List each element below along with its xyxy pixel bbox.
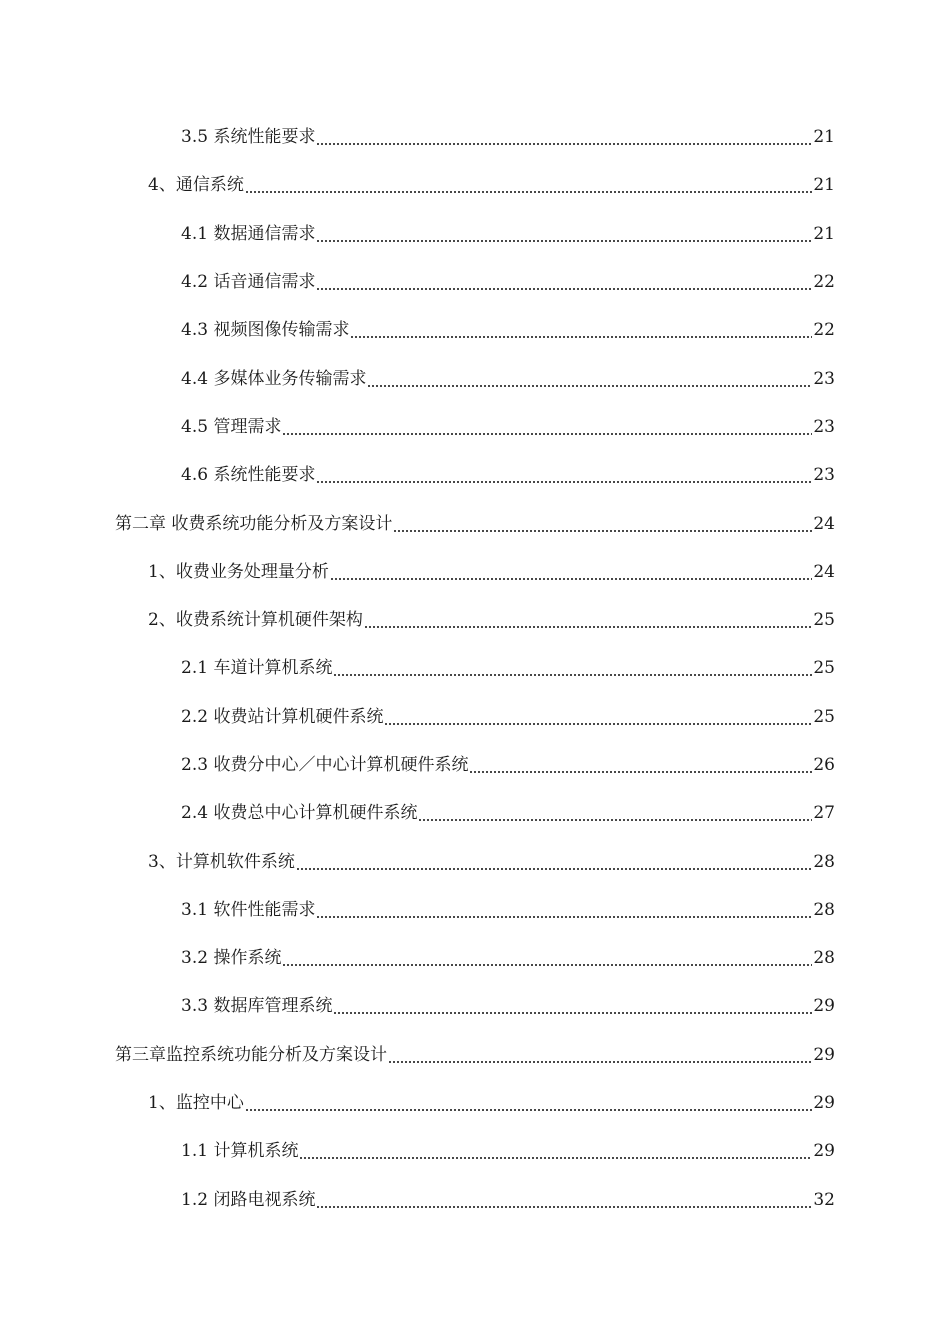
- toc-entry[interactable]: [0, 693, 950, 741]
- toc-entry[interactable]: [0, 548, 950, 596]
- toc-entry-label: 3.5 系统性能要求: [181, 127, 316, 148]
- toc-dot-leader: [282, 415, 812, 439]
- toc-dot-leader: [316, 898, 812, 922]
- toc-dot-leader: [245, 173, 812, 197]
- toc-dot-leader: [367, 367, 812, 391]
- toc-entry-label: 4、通信系统: [148, 175, 244, 196]
- toc-entry[interactable]: [0, 306, 950, 354]
- toc-entry[interactable]: [0, 1031, 950, 1079]
- toc-dot-leader: [330, 560, 812, 584]
- toc-dot-leader: [296, 850, 812, 874]
- toc-entry[interactable]: [0, 741, 950, 789]
- toc-dot-leader: [333, 656, 812, 680]
- toc-dot-leader: [333, 994, 812, 1018]
- toc-entry-page: 23: [813, 368, 835, 389]
- toc-entry-label: 第三章监控系统功能分析及方案设计: [115, 1044, 387, 1065]
- toc-entry-label: 1.1 计算机系统: [181, 1141, 299, 1162]
- toc-entry-page: 29: [813, 1044, 835, 1065]
- toc-entry-page: 28: [813, 899, 835, 920]
- toc-entry[interactable]: [0, 161, 950, 209]
- toc-entry[interactable]: [0, 1079, 950, 1127]
- toc-entry[interactable]: [0, 982, 950, 1030]
- toc-entry[interactable]: [0, 403, 950, 451]
- toc-entry-page: 24: [813, 561, 835, 582]
- toc-entry-page: 27: [813, 803, 835, 824]
- toc-entry[interactable]: [0, 499, 950, 547]
- toc-entry-page: 29: [813, 1093, 835, 1114]
- toc-entry-page: 21: [813, 175, 835, 196]
- toc-entry-page: 26: [813, 755, 835, 775]
- toc-entry-page: 23: [813, 465, 835, 486]
- table-of-contents: [0, 113, 950, 1224]
- toc-entry-label: 3、计算机软件系统: [148, 851, 295, 872]
- toc-dot-leader: [245, 1091, 812, 1115]
- toc-dot-leader: [364, 608, 812, 632]
- toc-entry[interactable]: [0, 886, 950, 934]
- toc-dot-leader: [282, 946, 812, 970]
- toc-entry[interactable]: [0, 451, 950, 499]
- toc-entry-page: 29: [813, 996, 835, 1017]
- toc-entry-page: 32: [813, 1189, 835, 1210]
- toc-entry-page: 25: [813, 706, 835, 727]
- toc-entry-page: 21: [813, 223, 835, 244]
- toc-dot-leader: [388, 1043, 812, 1067]
- toc-entry-label: 3.3 数据库管理系统: [181, 996, 333, 1017]
- toc-entry[interactable]: [0, 789, 950, 837]
- toc-dot-leader: [393, 512, 812, 536]
- toc-dot-leader: [316, 125, 812, 149]
- toc-entry-page: 25: [813, 658, 835, 679]
- toc-entry-label: 4.4 多媒体业务传输需求: [181, 368, 367, 389]
- toc-entry-label: 1、收费业务处理量分析: [148, 561, 329, 582]
- toc-entry-label: 4.1 数据通信需求: [181, 223, 316, 244]
- toc-entry[interactable]: [0, 258, 950, 306]
- toc-entry-label: 2、收费系统计算机硬件架构: [148, 610, 363, 631]
- toc-dot-leader: [469, 753, 812, 777]
- toc-entry[interactable]: [0, 837, 950, 885]
- toc-dot-leader: [316, 270, 812, 294]
- toc-entry-label: 1、监控中心: [148, 1093, 244, 1114]
- toc-dot-leader: [316, 222, 812, 246]
- toc-entry-label: 2.1 车道计算机系统: [181, 658, 333, 679]
- toc-entry-label: 1.2 闭路电视系统: [181, 1189, 316, 1210]
- toc-entry-page: 22: [813, 272, 835, 293]
- toc-entry-page: 28: [813, 851, 835, 872]
- toc-entry-page: 29: [813, 1141, 835, 1162]
- toc-dot-leader: [316, 1188, 812, 1212]
- toc-dot-leader: [350, 318, 812, 342]
- toc-dot-leader: [316, 463, 812, 487]
- toc-entry-label: 3.1 软件性能需求: [181, 899, 316, 920]
- toc-entry-page: 24: [813, 513, 835, 534]
- toc-entry-label: 4.3 视频图像传输需求: [181, 320, 350, 341]
- toc-dot-leader: [418, 801, 812, 825]
- toc-entry-label: 2.2 收费站计算机硬件系统: [181, 706, 384, 727]
- toc-entry-label: 2.4 收费总中心计算机硬件系统: [181, 803, 418, 824]
- toc-entry-label: 4.2 话音通信需求: [181, 272, 316, 293]
- toc-dot-leader: [299, 1139, 812, 1163]
- toc-entry[interactable]: [0, 934, 950, 982]
- toc-entry-page: 25: [813, 610, 835, 631]
- toc-entry[interactable]: [0, 354, 950, 402]
- toc-entry-label: 第二章 收费系统功能分析及方案设计: [115, 513, 393, 534]
- toc-entry[interactable]: [0, 1176, 950, 1224]
- toc-entry[interactable]: [0, 644, 950, 692]
- toc-entry-label: 4.6 系统性能要求: [181, 465, 316, 486]
- toc-entry[interactable]: [0, 113, 950, 161]
- toc-entry-page: 23: [813, 416, 835, 437]
- toc-entry[interactable]: [0, 210, 950, 258]
- toc-entry[interactable]: [0, 1127, 950, 1175]
- toc-entry[interactable]: [0, 596, 950, 644]
- toc-entry-label: 4.5 管理需求: [181, 416, 282, 437]
- toc-entry-label: 3.2 操作系统: [181, 948, 282, 969]
- toc-entry-page: 21: [813, 127, 835, 148]
- toc-entry-page: 28: [813, 948, 835, 969]
- toc-entry-label: 2.3 收费分中心／中心计算机硬件系统: [181, 755, 469, 775]
- toc-dot-leader: [384, 705, 812, 729]
- toc-entry-page: 22: [813, 320, 835, 341]
